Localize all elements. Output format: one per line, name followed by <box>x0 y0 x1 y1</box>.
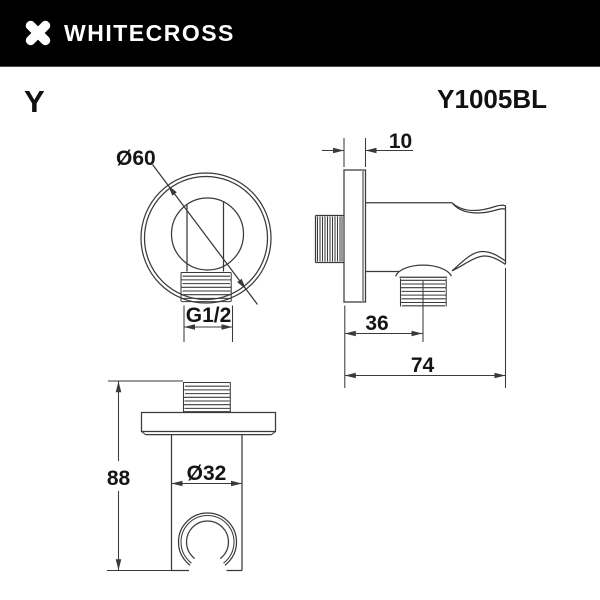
series-label: Y <box>24 84 45 119</box>
escutcheon-rim-circle <box>145 177 268 300</box>
model-number: Y1005BL <box>437 84 547 114</box>
t88-arrow-top <box>116 381 122 392</box>
wall-plate <box>344 170 366 302</box>
holder-bracket <box>452 203 506 271</box>
t10-arrow-left <box>333 148 344 153</box>
holder-ring <box>179 513 237 574</box>
dim-label-plate-thickness: 10 <box>388 130 413 153</box>
wall-thread <box>316 216 345 263</box>
top-thread <box>184 382 231 412</box>
d32-arrow-right <box>231 481 242 486</box>
escutcheon-profile <box>142 413 276 435</box>
dim-label-depth: 74 <box>410 354 435 377</box>
d32-arrow-left <box>172 481 183 486</box>
side-view <box>316 130 506 388</box>
t10-arrow-right <box>366 148 377 153</box>
t88-arrow-bottom <box>116 559 122 570</box>
dim-label-height: 88 <box>106 467 131 490</box>
t74-arrow-left <box>345 373 356 378</box>
dim-label-body-diameter: Ø32 <box>186 462 227 485</box>
dim-label-outer-diameter: Ø60 <box>116 147 156 170</box>
t36-arrow-right <box>412 331 423 336</box>
front-view <box>116 147 271 342</box>
outlet-thread-side <box>396 265 452 342</box>
brand-name: WHITECROSS <box>64 19 235 46</box>
t74-arrow-right <box>495 373 506 378</box>
boss-circle <box>172 198 244 270</box>
t36-arrow-left <box>345 331 356 336</box>
dim-label-thread-size: G1/2 <box>185 304 232 327</box>
bottom-view <box>107 381 276 574</box>
dim-label-outlet-offset: 36 <box>365 312 389 335</box>
